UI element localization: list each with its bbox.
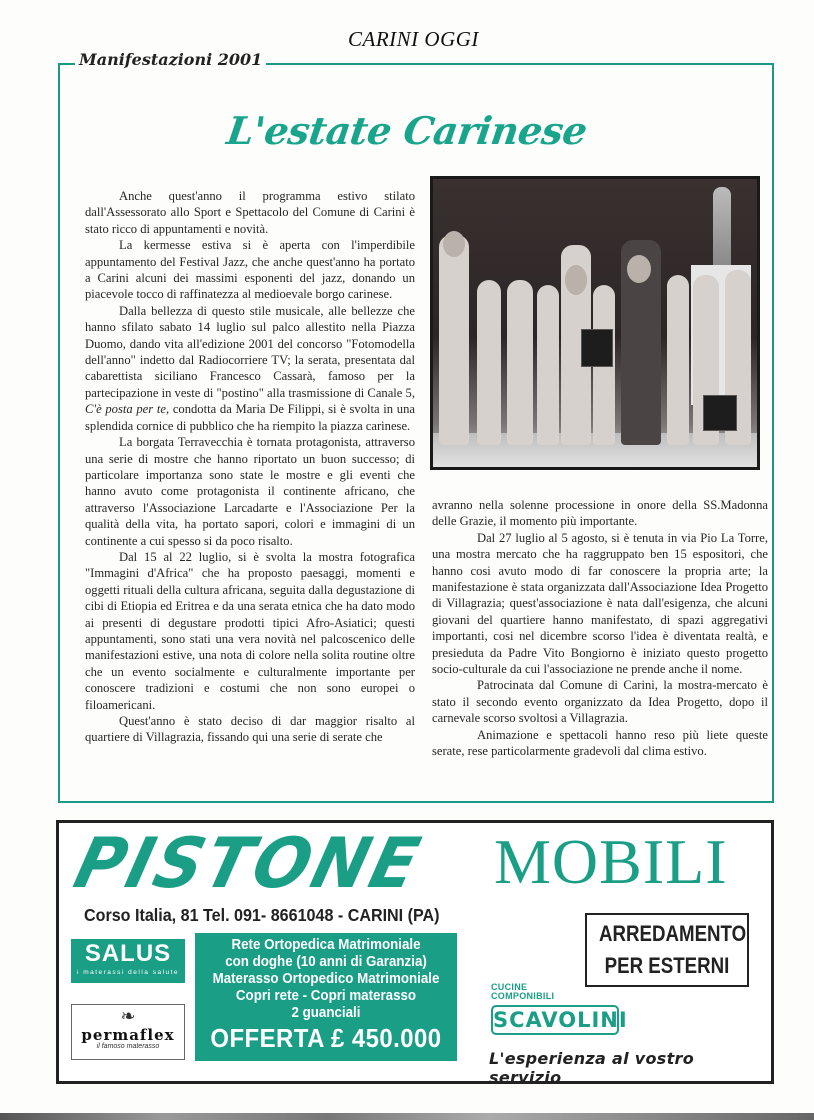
photo-bag (581, 329, 613, 367)
paragraph-text: Dalla bellezza di questo stile musicale, alle bellezze che hanno sfilato sabato 14 luglio sul palco allestito nella Piazza Duomo, dando vita all'edizione 2001 del concorso "Fotomodella dell'anno" indetto dal Radiocorriere TV; la serata, presentata dal cabarettista siciliano Francesco Cassarà, famoso per la partecipazione in veste di "postino" alla trasmissione di Canale 5, (85, 303, 415, 400)
photo-figure (667, 275, 689, 445)
cucine-label (491, 983, 554, 1001)
salus-tagline: i materassi della salute (76, 969, 180, 976)
salus-name: SALUS (84, 940, 172, 967)
offer-line: Materasso Ortopedico Matrimoniale (212, 971, 440, 987)
article-left-column (85, 188, 415, 746)
offer-line: Copri rete - Copri materasso (235, 988, 417, 1004)
photo-statue (713, 187, 731, 267)
photo-head (565, 265, 587, 295)
permaflex-name: permaflex (81, 1026, 175, 1044)
paragraph: Patrocinata dal Comune di Carini, la mostra-mercato è stato il secondo evento organizzato da Idea Progetto, dopo il carnevale scorso svoltosi a Villagrazia. (432, 678, 768, 726)
paragraph: Dal 15 al 22 luglio, si è svolta la mostra fotografica "Immagini d'Africa" che ha proposto paesaggi, momenti e oggetti rituali della cultura africana, seguita dalla degustazione di cibi di Etiopia ed Eritrea e da una serata etnica che ha dato modo ai presenti di degustare prodotti tipici Afro-Asiatici; questi appuntamenti, sono stati una vera novità nel palcoscenico delle manifestazioni estive, una nota di colore nella solita routine oltre che un evento socialmente e culturalmente importante per conoscere tradizioni e costumi che non sono europei o filoamericani. (85, 549, 415, 712)
scavolini-logo: SCAVOLINI (491, 1005, 619, 1035)
advertisement (56, 820, 774, 1087)
photo-bag (703, 395, 737, 431)
offer-box (195, 933, 457, 1061)
photo-figure (477, 280, 501, 445)
arredamento-box (585, 913, 749, 987)
masthead: CARINI OGGI (348, 27, 479, 51)
permaflex-tagline: il famoso materasso (96, 1043, 160, 1050)
photo-figure (507, 280, 533, 445)
paragraph: Anche quest'anno il programma estivo stilato dall'Assessorato allo Sport e Spettacolo del Comune di Carini è stato ricco di appuntamenti e novità. (85, 189, 415, 236)
paragraph: Dal 27 luglio al 5 agosto, si è tenuta in via Pio La Torre, una mostra mercato che ha raggruppato ben 15 espositori, che hanno cosi avuto modo di far conoscere la propria arte; la manifestazione è stata organizzata dall'Associazione Idea Progetto di Villagrazia; quest'associazione è nata dall'esigenza, che alcuni giovani del quartiere hanno manifestato, di spazi aggregativi importanti, cosi nel dicembre scorso l'idea è diventata realtà, e presieduta da Padre Vito Bongiorno è iniziato questo progetto socio-culturale da cui l'associazione ne prende anche il nome. (432, 530, 768, 677)
brand-subtitle: MOBILI (494, 826, 728, 897)
paragraph-text: condotta da Maria De Filippi, si è svolta in una splendida cornice di pubblico che ha riempito la piazza carinese. (85, 402, 415, 433)
brand-logo: PISTONE (66, 823, 431, 904)
permaflex-emblem-icon: ❧ (120, 1006, 136, 1026)
offer-line: 2 guanciali (291, 1005, 361, 1021)
paragraph (85, 303, 415, 434)
photo-figure (537, 285, 559, 445)
offer-line: con doghe (10 anni di Garanzia) (225, 954, 427, 970)
arredamento-line: PER ESTERNI (604, 953, 730, 978)
paragraph: avranno nella solenne processione in onore della SS.Madonna delle Grazie, il momento più importante. (432, 498, 768, 529)
paragraph: Animazione e spettacoli hanno reso più liete queste serate, rese particolarmente gradevoli dal clima estivo. (432, 727, 768, 759)
store-address: Corso Italia, 81 Tel. 091- 8661048 - CARINI (PA) (84, 905, 440, 925)
paragraph: Quest'anno è stato deciso di dar maggior risalto al quartiere di Villagrazia, fissando qui una serie di serate che (85, 714, 415, 745)
scan-edge (0, 1113, 814, 1120)
ad-slogan: L'esperienza al vostro servizio (489, 1049, 694, 1087)
article-right-column (432, 497, 768, 760)
offer-price: OFFERTA £ 450.000 (210, 1023, 442, 1053)
cucine-line: COMPONIBILI (491, 991, 555, 1001)
offer-line: Rete Ortopedica Matrimoniale (231, 937, 421, 953)
paragraph: La borgata Terravecchia è tornata protagonista, attraverso una serie di mostre che hanno riportato un buon successo; di particolare importanza sono state le mostre e gli eventi che hanno avuto come protagonista il continente africano, che attraverso l'Associazione Larcadarte e l'Associazione Per la qualità della vita, ha portato sapori, colori e immagini di un continente a cui spesso si da poco risalto. (85, 435, 415, 548)
cucine-line: CUCINE (491, 982, 528, 992)
arredamento-line: ARREDAMENTO (599, 921, 747, 946)
section-label: Manifestazioni 2001 (75, 50, 266, 69)
article-photo (430, 176, 760, 470)
paragraph: La kermesse estiva si è aperta con l'imperdibile appuntamento del Festival Jazz, che anche quest'anno ha portato a Carini alcuni dei massimi esponenti del jazz, donando un piacevole tocco di raffinatezza al medioevale borgo carinese. (85, 238, 415, 302)
permaflex-logo (71, 1004, 185, 1060)
photo-head (443, 231, 465, 257)
photo-figure (439, 235, 469, 445)
show-title: C'è posta per te, (85, 402, 170, 417)
article-title: L'estate Carinese (224, 108, 590, 153)
salus-logo (71, 939, 185, 983)
photo-head (627, 255, 651, 283)
